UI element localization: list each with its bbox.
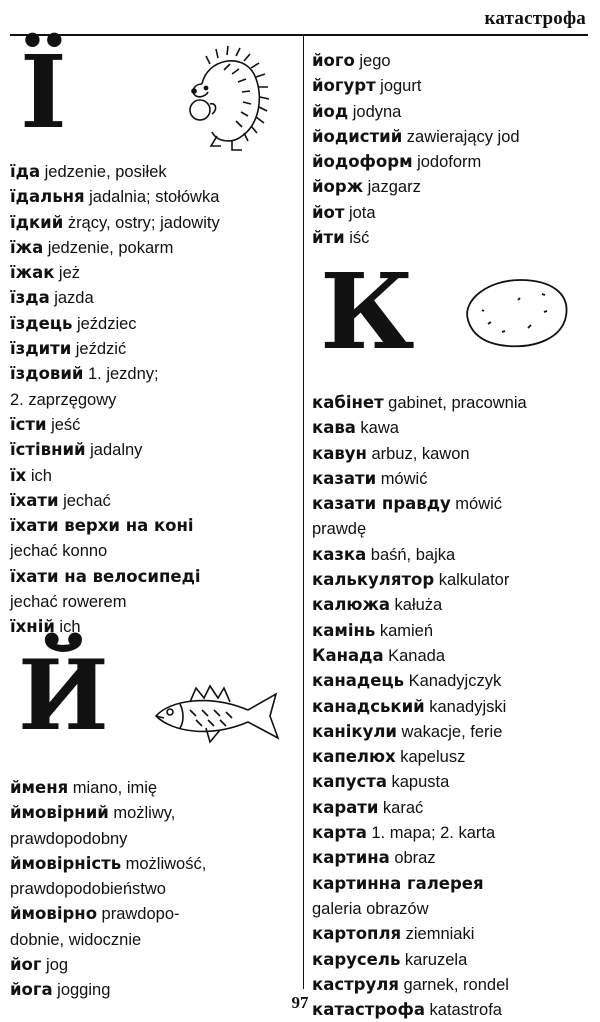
dictionary-entry: їдальня jadalnia; stołówka xyxy=(10,187,220,207)
dictionary-entry-continuation: 2. zaprzęgowy xyxy=(10,390,117,409)
page-number: 97 xyxy=(291,993,309,1012)
dictionary-entry: каструля garnek, rondel xyxy=(312,974,509,994)
dictionary-entry: їхати верхи на коні xyxy=(10,516,194,536)
dictionary-entry-continuation: jechać konno xyxy=(10,542,108,561)
dictionary-entry: йти iść xyxy=(312,228,370,248)
dictionary-entry: карати karać xyxy=(312,797,424,817)
dictionary-entry: карусель karuzela xyxy=(312,949,468,969)
dictionary-entry-continuation: galeria obrazów xyxy=(312,899,429,918)
running-head: катастрофа xyxy=(484,8,586,29)
dictionary-entry: їхній ich xyxy=(10,617,81,637)
dictionary-entry-continuation: dobnie, widocznie xyxy=(10,930,142,949)
dictionary-entry: картинна галерея xyxy=(312,873,484,893)
dictionary-entry: їздити jeździć xyxy=(10,339,127,359)
section-letter-ka: К xyxy=(320,250,415,373)
potato-icon xyxy=(458,272,574,352)
dictionary-entry: їзда jazda xyxy=(10,288,94,308)
dictionary-entry: їздець jeździec xyxy=(10,313,137,333)
dictionary-entry: капелюх kapelusz xyxy=(312,747,466,767)
dictionary-entry-continuation: prawdopodobieństwo xyxy=(10,880,166,899)
dictionary-entry: канікули wakacje, ferie xyxy=(312,721,503,741)
dictionary-entry: йодистий zawierający jod xyxy=(312,126,520,146)
column-divider xyxy=(303,36,304,989)
dictionary-entry: картопля ziemniaki xyxy=(312,924,475,944)
dictionary-entry: камінь kamień xyxy=(312,620,434,640)
dictionary-entry: їдкий żrący, ostry; jadowity xyxy=(10,212,220,232)
dictionary-entry: йог jog xyxy=(10,955,69,975)
dictionary-entry: йорж jazgarz xyxy=(312,177,421,197)
entries-yot-left xyxy=(10,775,298,1003)
entries-yot-right xyxy=(312,48,594,250)
dictionary-entry-continuation: prawdopodobny xyxy=(10,829,128,848)
dictionary-entry: капуста kapusta xyxy=(312,772,450,792)
dictionary-entry: карта 1. mapa; 2. karta xyxy=(312,823,496,843)
dictionary-entry: їхати на велосипеді xyxy=(10,566,201,586)
dictionary-entry: їсти jeść xyxy=(10,414,81,434)
dictionary-entry: казка baśń, bajka xyxy=(312,544,456,564)
entries-ka xyxy=(312,390,594,1022)
dictionary-entry: його jego xyxy=(312,51,391,70)
dictionary-entry: їздовий 1. jezdny; xyxy=(10,364,159,384)
dictionary-entry: кавун arbuz, kawon xyxy=(312,443,470,463)
dictionary-entry: Канада Kanada xyxy=(312,645,446,665)
dictionary-entry: йот jota xyxy=(312,202,376,222)
dictionary-entry: кабінет gabinet, pracownia xyxy=(312,393,527,412)
section-yot-header xyxy=(12,640,302,760)
dictionary-entry-continuation: prawdę xyxy=(312,520,367,539)
dictionary-entry: казати mówić xyxy=(312,468,428,488)
section-ka-header xyxy=(312,250,594,380)
dictionary-entry: ймовірно prawdopo- xyxy=(10,904,180,924)
dictionary-entry: ймовірність możliwość, xyxy=(10,853,207,873)
dictionary-entry: йод jodyna xyxy=(312,101,402,121)
dictionary-entry: йогурт jogurt xyxy=(312,76,422,96)
dictionary-entry: казати правду mówić xyxy=(312,494,503,514)
fish-icon xyxy=(150,680,290,750)
dictionary-entry-continuation: jechać rowerem xyxy=(10,593,127,612)
section-letter-yi: Ї xyxy=(20,33,67,151)
dictionary-entry: калюжа kałuża xyxy=(312,595,443,615)
dictionary-entry: ймовірний możliwy, xyxy=(10,803,176,823)
dictionary-entry: їда jedzenie, posiłek xyxy=(10,162,167,181)
dictionary-entry: йменя miano, imię xyxy=(10,778,158,797)
dictionary-entry: канадський kanadyjski xyxy=(312,696,507,716)
dictionary-entry: канадець Kanadyjczyk xyxy=(312,671,502,691)
dictionary-entry: їжа jedzenie, pokarm xyxy=(10,237,174,257)
dictionary-entry: йодоформ jodoform xyxy=(312,152,482,172)
dictionary-entry: їжак jeż xyxy=(10,263,81,283)
dictionary-entry: їхати jechać xyxy=(10,490,111,510)
entries-yi xyxy=(10,159,298,640)
dictionary-entry: кава kawa xyxy=(312,418,399,438)
hedgehog-icon xyxy=(172,44,272,154)
dictionary-entry: йога jogging xyxy=(10,980,111,1000)
section-letter-yot: Й xyxy=(18,639,109,752)
header-rule xyxy=(10,34,588,36)
dictionary-entry: катастрофа katastrofa xyxy=(312,1000,502,1020)
dictionary-entry: їх ich xyxy=(10,465,52,485)
section-yi-header xyxy=(12,33,302,158)
dictionary-entry: картина obraz xyxy=(312,848,436,868)
dictionary-entry: їстівний jadalny xyxy=(10,440,143,460)
dictionary-entry: калькулятор kalkulator xyxy=(312,570,510,590)
